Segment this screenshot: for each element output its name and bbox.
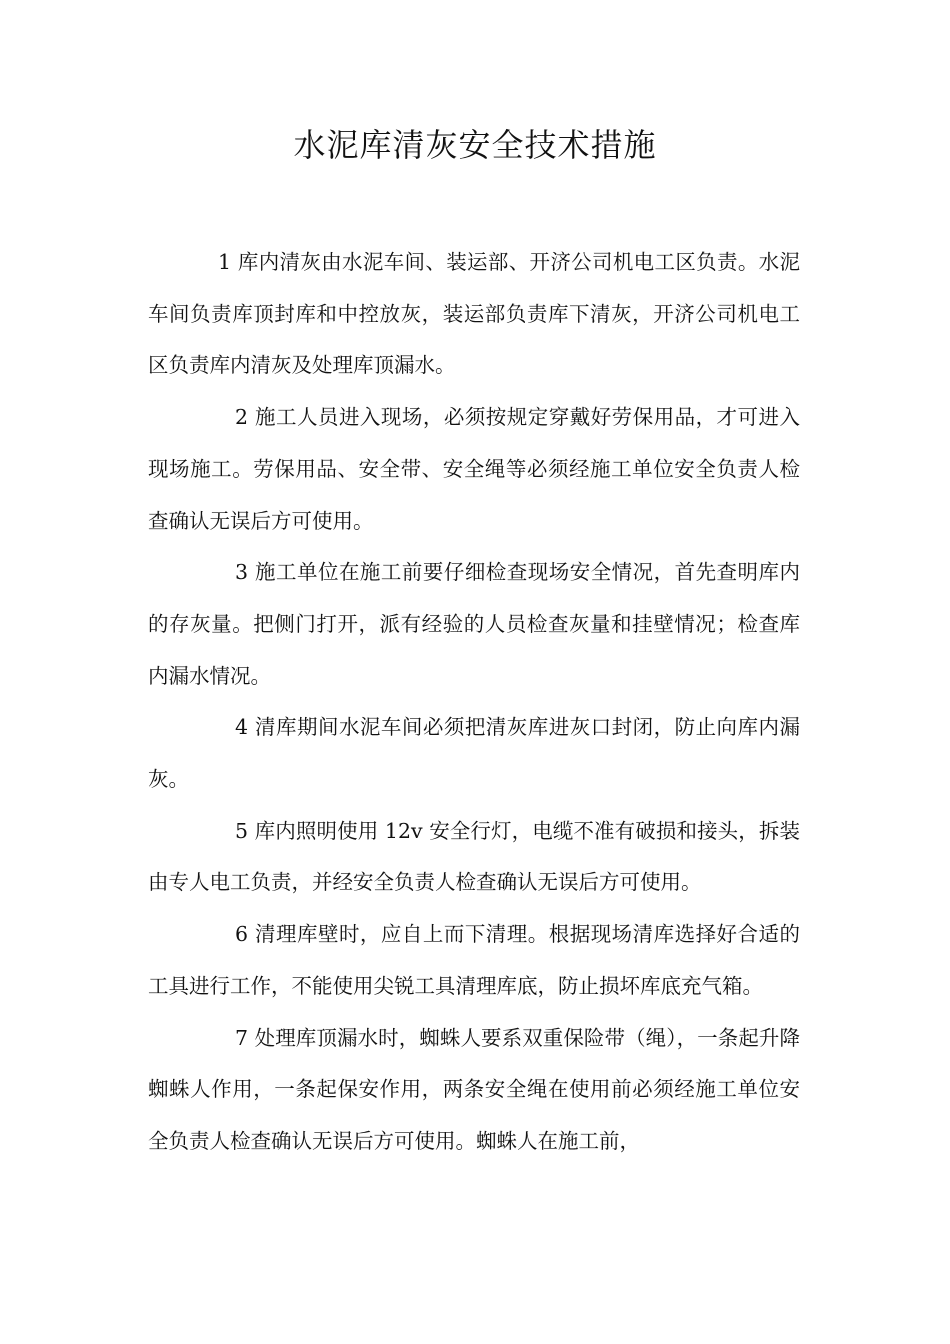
paragraph-5: 5 库内照明使用 12v 安全行灯，电缆不准有破损和接头，拆装由专人电工负责，并经安全负责人检查确认无误后方可使用。 xyxy=(148,818,800,895)
document-title: 水泥库清灰安全技术措施 xyxy=(293,126,657,164)
document-body xyxy=(148,237,800,1168)
paragraph-3: 3 施工单位在施工前要仔细检查现场安全情况，首先查明库内的存灰量。把侧门打开，派有经验的人员检查灰量和挂壁情况；检查库内漏水情况。 xyxy=(148,560,800,688)
paragraph-7: 7 处理库顶漏水时，蜘蛛人要系双重保险带（绳），一条起升降蜘蛛人作用，一条起保安作用，两条安全绳在使用前必须经施工单位安全负责人检查确认无误后方可使用。蜘蛛人在施工前， xyxy=(148,1025,800,1153)
paragraph-6: 6 清理库壁时，应自上而下清理。根据现场清库选择好合适的工具进行工作，不能使用尖锐工具清理库底，防止损坏库底充气箱。 xyxy=(148,922,800,998)
paragraph-4: 4 清库期间水泥车间必须把清灰库进灰口封闭，防止向库内漏灰。 xyxy=(148,715,800,792)
paragraph-1: 1 库内清灰由水泥车间、装运部、开济公司机电工区负责。水泥车间负责库顶封库和中控放灰，装运部负责库下清灰，开济公司机电工区负责库内清灰及处理库顶漏水。 xyxy=(148,250,800,378)
paragraph-2: 2 施工人员进入现场，必须按规定穿戴好劳保用品，才可进入现场施工。劳保用品、安全带、安全绳等必须经施工单位安全负责人检查确认无误后方可使用。 xyxy=(148,405,800,533)
